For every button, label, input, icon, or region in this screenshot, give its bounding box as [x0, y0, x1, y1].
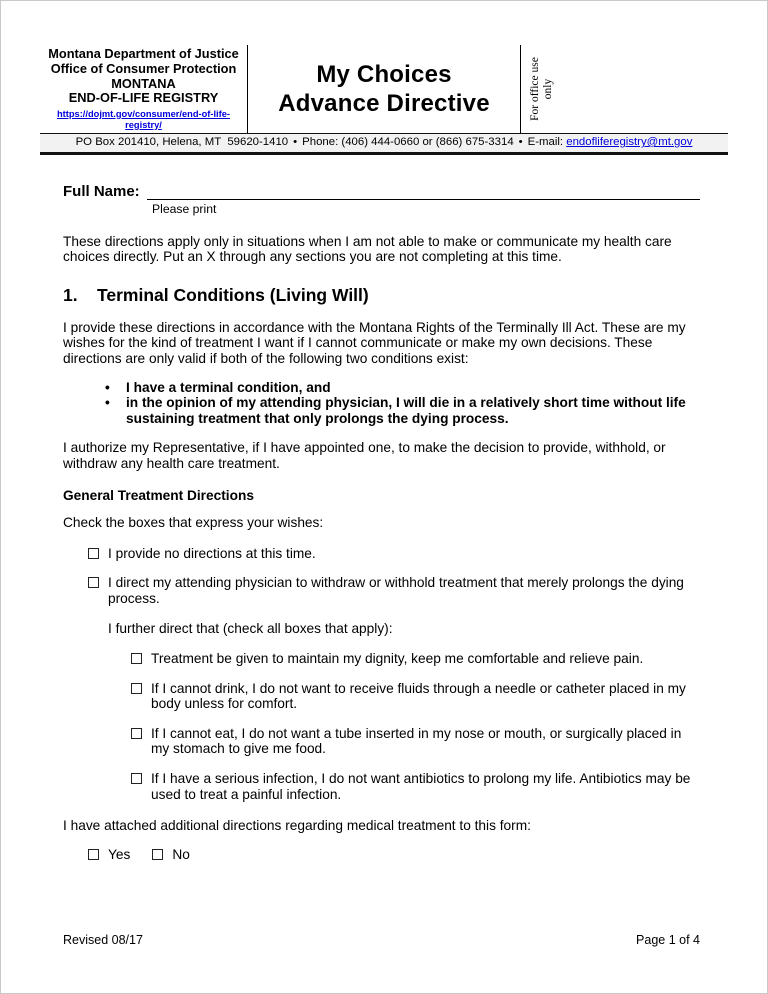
checkbox-row-no-fluids — [63, 681, 700, 712]
agency-line-4: END-OF-LIFE REGISTRY — [68, 90, 219, 106]
contact-bar — [40, 133, 728, 155]
further-direct-text: I further direct that (check all boxes that apply): — [108, 620, 393, 636]
agency-line-1: Montana Department of Justice — [48, 46, 239, 62]
check-instruction: Check the boxes that express your wishes: — [63, 515, 324, 531]
full-name-input[interactable] — [147, 183, 700, 200]
condition-list — [63, 380, 700, 427]
section-1-title: Terminal Conditions (Living Will) — [97, 284, 369, 305]
office-use-block — [521, 45, 727, 133]
general-treatment-heading: General Treatment Directions — [63, 487, 254, 503]
section-1-heading — [63, 285, 700, 305]
checkbox-withdraw-treatment[interactable] — [88, 577, 99, 588]
full-name-label: Full Name: — [63, 183, 140, 201]
full-name-row — [63, 183, 700, 200]
checkbox-comfort-care[interactable] — [131, 653, 142, 664]
no-label: No — [172, 846, 190, 862]
office-use-label: For office use only — [529, 57, 554, 121]
bullet-icon: • — [105, 395, 110, 411]
checkbox-label: I direct my attending physician to withdraw or withhold treatment that merely prolongs the dying process. — [108, 575, 684, 606]
document-title-line-1: My Choices — [316, 61, 452, 88]
list-item — [63, 380, 700, 396]
revised-date: Revised 08/17 — [63, 933, 143, 947]
checkbox-row-no-feeding-tube — [63, 726, 700, 757]
checkbox-no-feeding-tube[interactable] — [131, 728, 142, 739]
contact-address: PO Box 201410, Helena, MT 59620-1410 — [75, 136, 289, 148]
page-header — [40, 45, 728, 155]
checkbox-no[interactable] — [152, 849, 163, 860]
checkbox-label: If I have a serious infection, I do not want antibiotics to prolong my life. Antibiotics may be used to treat a painful infection. — [151, 771, 691, 802]
checkbox-row-no-directions — [63, 546, 700, 562]
checkbox-no-antibiotics[interactable] — [131, 773, 142, 784]
agency-line-3: MONTANA — [111, 75, 176, 91]
page-number: Page 1 of 4 — [636, 933, 700, 947]
page-footer — [63, 933, 700, 947]
no-option — [152, 847, 190, 863]
please-print-hint: Please print — [152, 202, 217, 216]
agency-block — [40, 45, 247, 133]
section-1-intro: I provide these directions in accordance with the Montana Rights of the Terminally Ill Act. These are my wishes for the kind of treatment I want if I cannot communicate or make my own decisions. These directions are only valid if both of the following two conditions exist: — [63, 319, 686, 366]
attached-directions-question: I have attached additional directions regarding medical treatment to this form: — [63, 818, 531, 834]
checkbox-label: I provide no directions at this time. — [108, 545, 316, 561]
condition-text: in the opinion of my attending physician, I will die in a relatively short time without life sustaining treatment that only prolongs the dying process. — [126, 395, 686, 426]
checkbox-label: Treatment be given to maintain my dignity, keep me comfortable and relieve pain. — [151, 651, 644, 667]
list-item — [63, 395, 700, 426]
agency-line-2: Office of Consumer Protection — [50, 60, 237, 76]
checkbox-row-comfort-care — [63, 651, 700, 667]
intro-paragraph: These directions apply only in situations when I am not able to make or communicate my health care choices directly. Put an X through any sections you are not completing at this time. — [63, 233, 672, 265]
yes-label: Yes — [108, 846, 131, 862]
checkbox-row-no-antibiotics — [63, 771, 700, 802]
bullet-icon: • — [105, 379, 110, 395]
document-title-block — [248, 45, 520, 133]
checkbox-no-directions[interactable] — [88, 548, 99, 559]
document-body — [63, 183, 700, 862]
header-top-row — [40, 45, 728, 133]
contact-phone: Phone: (406) 444-0660 or (866) 675-3314 — [302, 136, 514, 148]
document-title-line-2: Advance Directive — [278, 90, 490, 117]
checkbox-no-fluids[interactable] — [131, 683, 142, 694]
checkbox-row-withdraw-treatment — [63, 575, 700, 606]
checkbox-label: If I cannot drink, I do not want to receive fluids through a needle or catheter placed in my body unless for comfort. — [151, 680, 686, 712]
authorize-paragraph: I authorize my Representative, if I have appointed one, to make the decision to provide, withhold, or withdraw any health care treatment. — [63, 440, 666, 471]
condition-text: I have a terminal condition, and — [126, 379, 331, 395]
checkbox-label: If I cannot eat, I do not want a tube inserted in my nose or mouth, or surgically placed in my stomach to give me food. — [151, 725, 682, 757]
email-link[interactable]: endofliferegistry@mt.gov — [566, 136, 693, 148]
contact-email-label: E-mail: — [527, 136, 567, 148]
registry-url-link[interactable]: https://dojmt.gov/consumer/end-of-life-registry/ — [56, 108, 231, 130]
section-1-number: 1. — [63, 284, 78, 305]
checkbox-yes[interactable] — [88, 849, 99, 860]
contact-separator: • — [293, 136, 298, 148]
contact-separator: • — [518, 136, 523, 148]
yes-no-row — [63, 847, 700, 863]
yes-option — [88, 847, 130, 863]
